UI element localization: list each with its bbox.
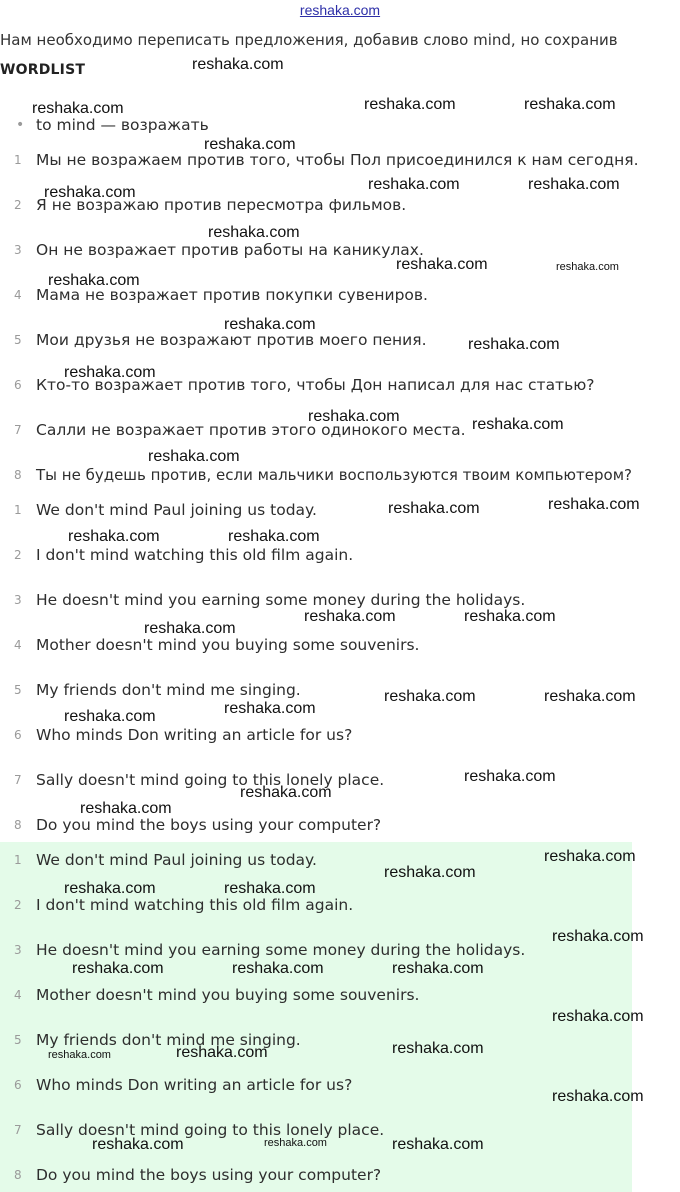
watermark: reshaka.com (64, 364, 156, 381)
watermark: reshaka.com (548, 496, 640, 513)
sentence-text: My friends don't mind me singing. (36, 681, 301, 699)
sentence-text: Who minds Don writing an article for us? (36, 1076, 353, 1094)
sentence-number: 2 (14, 198, 22, 212)
watermark: reshaka.com (304, 608, 396, 625)
sentence-number: 6 (14, 728, 22, 742)
watermark: reshaka.com (528, 176, 620, 193)
watermark: reshaka.com (544, 688, 636, 705)
sentence-text: Mother doesn't mind you buying some souvenirs. (36, 986, 420, 1004)
watermark: reshaka.com (148, 448, 240, 465)
watermark: reshaka.com (44, 184, 136, 201)
russian-sentence (0, 463, 680, 487)
sentence-text: Do you mind the boys using your computer? (36, 816, 382, 834)
sentence-text: Do you mind the boys using your computer? (36, 1166, 382, 1184)
watermark: reshaka.com (552, 1088, 644, 1105)
sentence-number: 1 (14, 503, 22, 517)
watermark: reshaka.com (392, 960, 484, 977)
english-sentence (0, 768, 680, 792)
watermark: reshaka.com (48, 1049, 111, 1061)
watermark: reshaka.com (224, 316, 316, 333)
sentence-text: Mother doesn't mind you buying some souvenirs. (36, 636, 420, 654)
sentence-text: Мама не возражает против покупки сувениров. (36, 286, 428, 304)
sentence-number: 6 (14, 1078, 22, 1092)
russian-sentence (0, 148, 680, 172)
sentence-text: Он не возражает против работы на каникулах. (36, 241, 424, 259)
watermark: reshaka.com (472, 416, 564, 433)
english-sentence (0, 723, 680, 747)
watermark: reshaka.com (92, 1136, 184, 1153)
watermark: reshaka.com (144, 620, 236, 637)
watermark: reshaka.com (48, 272, 140, 289)
sentence-number: 1 (14, 153, 22, 167)
watermark: reshaka.com (392, 1136, 484, 1153)
sentence-text: He doesn't mind you earning some money during the holidays. (36, 591, 526, 609)
sentence-number: 7 (14, 773, 22, 787)
sentence-number: 7 (14, 423, 22, 437)
watermark: reshaka.com (224, 700, 316, 717)
sentence-text: Кто-то возражает против того, чтобы Дон написал для нас статью? (36, 376, 595, 394)
russian-sentence (0, 238, 680, 262)
sentence-number: 4 (14, 288, 22, 302)
wordlist-item-text: to mind — возражать (36, 116, 209, 134)
watermark: reshaka.com (544, 848, 636, 865)
sentence-number: 3 (14, 943, 22, 957)
watermark: reshaka.com (464, 768, 556, 785)
sentence-number: 8 (14, 468, 22, 482)
sentence-text: He doesn't mind you earning some money during the holidays. (36, 941, 526, 959)
sentence-number: 3 (14, 243, 22, 257)
watermark: reshaka.com (68, 528, 160, 545)
sentence-number: 3 (14, 593, 22, 607)
sentence-number: 5 (14, 333, 22, 347)
watermark: reshaka.com (556, 261, 619, 273)
sentence-number: 7 (14, 1123, 22, 1137)
sentence-number: 2 (14, 548, 22, 562)
sentence-text: I don't mind watching this old film again. (36, 896, 354, 914)
english-sentence (0, 633, 680, 657)
watermark: reshaka.com (224, 880, 316, 897)
watermark: reshaka.com (32, 100, 124, 117)
sentence-text: Мы не возражаем против того, чтобы Пол присоединился к нам сегодня. (36, 151, 639, 169)
english-sentence (0, 543, 680, 567)
sentence-text: My friends don't mind me singing. (36, 1031, 301, 1049)
sentence-number: 5 (14, 1033, 22, 1047)
sentence-text: Sally doesn't mind going to this lonely place. (36, 1121, 385, 1139)
watermark: reshaka.com (364, 96, 456, 113)
sentence-number: 5 (14, 683, 22, 697)
watermark: reshaka.com (228, 528, 320, 545)
sentence-text: I don't mind watching this old film again. (36, 546, 354, 564)
watermark: reshaka.com (204, 136, 296, 153)
watermark: reshaka.com (552, 1008, 644, 1025)
wordlist-title: WORDLIST (0, 62, 86, 78)
russian-sentence (0, 328, 680, 352)
watermark: reshaka.com (232, 960, 324, 977)
wordlist-bullet: • (16, 117, 25, 133)
sentence-number: 6 (14, 378, 22, 392)
sentence-number: 8 (14, 818, 22, 832)
watermark: reshaka.com (192, 56, 284, 73)
sentence-number: 8 (14, 1168, 22, 1182)
sentence-number: 4 (14, 988, 22, 1002)
watermark: reshaka.com (64, 880, 156, 897)
watermark: reshaka.com (208, 224, 300, 241)
watermark: reshaka.com (368, 176, 460, 193)
watermark: reshaka.com (468, 336, 560, 353)
watermark: reshaka.com (524, 96, 616, 113)
sentence-text: Ты не будешь против, если мальчики воспользуются твоим компьютером? (36, 466, 633, 484)
answer-sentence (0, 983, 680, 1007)
sentence-text: Мои друзья не возражают против моего пения. (36, 331, 427, 349)
watermark: reshaka.com (64, 708, 156, 725)
sentence-text: Sally doesn't mind going to this lonely place. (36, 771, 385, 789)
task-instruction: Нам необходимо переписать предложения, добавив слово mind, но сохранив (0, 31, 618, 49)
sentence-text: We don't mind Paul joining us today. (36, 851, 317, 869)
watermark: reshaka.com (240, 784, 332, 801)
watermark: reshaka.com (388, 500, 480, 517)
sentence-number: 1 (14, 853, 22, 867)
sentence-number: 4 (14, 638, 22, 652)
watermark: reshaka.com (464, 608, 556, 625)
watermark: reshaka.com (384, 688, 476, 705)
watermark: reshaka.com (176, 1044, 268, 1061)
watermark: reshaka.com (552, 928, 644, 945)
watermark: reshaka.com (80, 800, 172, 817)
watermark: reshaka.com (72, 960, 164, 977)
sentence-text: Салли не возражает против этого одинокого места. (36, 421, 466, 439)
watermark: reshaka.com (264, 1137, 327, 1149)
sentence-text: We don't mind Paul joining us today. (36, 501, 317, 519)
answer-sentence (0, 1163, 680, 1187)
watermark: reshaka.com (308, 408, 400, 425)
sentence-text: Я не возражаю против пересмотра фильмов. (36, 196, 407, 214)
site-link[interactable]: reshaka.com (299, 2, 381, 18)
watermark: reshaka.com (396, 256, 488, 273)
watermark: reshaka.com (392, 1040, 484, 1057)
sentence-number: 2 (14, 898, 22, 912)
watermark: reshaka.com (384, 864, 476, 881)
sentence-text: Who minds Don writing an article for us? (36, 726, 353, 744)
